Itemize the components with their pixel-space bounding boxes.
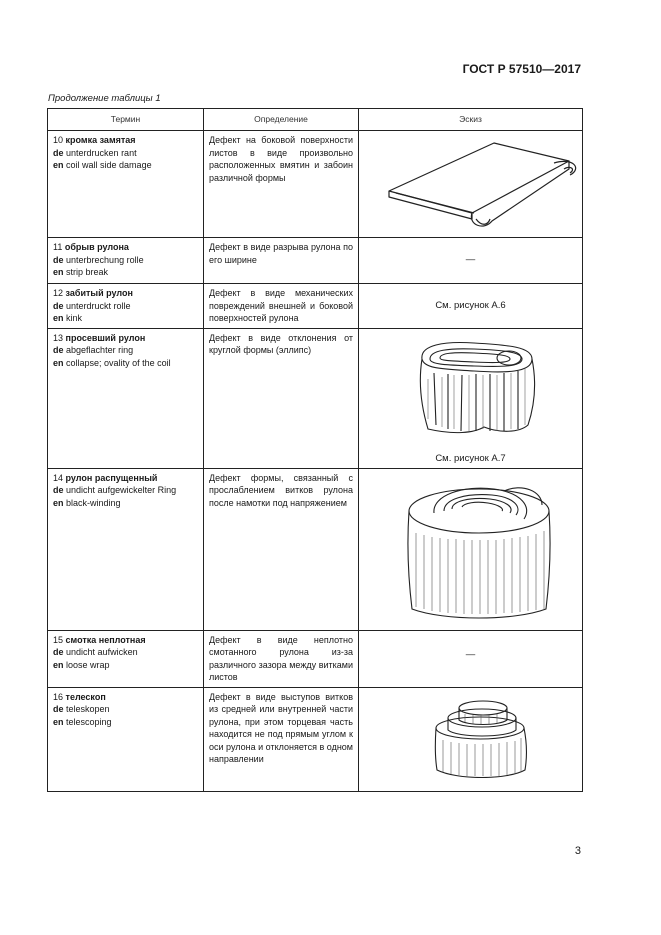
sketch-cell: [359, 238, 583, 284]
table-row: [48, 468, 583, 630]
term-number: 10: [53, 135, 64, 145]
lang-en: en: [53, 267, 64, 277]
term-number: 14: [53, 472, 64, 483]
terms-table: [47, 108, 583, 792]
lang-de: de: [53, 254, 64, 265]
term-number: 11: [53, 242, 63, 252]
sketch-reference: См. рисунок А.6: [435, 300, 506, 311]
lang-de: de: [53, 647, 64, 657]
table-continuation-caption: Продолжение таблицы 1: [48, 93, 161, 104]
term-cell: [48, 687, 204, 791]
term-de: undicht aufgewickelter Ring: [66, 485, 177, 495]
term-ru: кромка замятая: [65, 135, 136, 145]
definition-cell: Дефект в виде отклонения от круглой формы (эллипс): [204, 328, 359, 468]
definition-cell: Дефект в виде выступов витков из средней или внутренней части рулона, при этом торцевая часть находится не под прямым углом к оси рулона и отклоняется в одном направлении: [204, 687, 359, 791]
lang-de: de: [53, 147, 64, 158]
table-row: [48, 284, 583, 329]
term-en: telescoping: [66, 716, 112, 727]
lang-de: de: [53, 345, 64, 355]
term-en: coil wall side damage: [66, 160, 152, 170]
term-cell: [48, 284, 204, 329]
term-number: 13: [53, 332, 64, 343]
term-de: unterdrucken rant: [66, 147, 137, 158]
table-row: [48, 630, 583, 687]
term-cell: [48, 131, 204, 238]
standard-designation: ГОСТ Р 57510—2017: [462, 62, 581, 76]
lang-de: de: [53, 300, 64, 311]
sketch-dash: —: [465, 254, 476, 265]
lang-de: de: [53, 704, 64, 714]
term-cell: [48, 468, 204, 630]
sketch-reference: См. рисунок А.7: [435, 452, 506, 464]
lang-de: de: [53, 485, 64, 495]
term-number: 12: [53, 288, 64, 298]
definition-cell: Дефект формы, связанный с прослаблением витков рулона после намотки под напряжением: [204, 468, 359, 630]
term-cell: [48, 328, 204, 468]
term-ru: просевший рулон: [65, 332, 146, 343]
loose-coil-icon: [404, 481, 554, 621]
definition-cell: Дефект в виде разрыва рулона по его ширине: [204, 238, 359, 284]
sketch-dash: —: [465, 648, 476, 660]
lang-en: en: [53, 313, 64, 323]
term-en: collapse; ovality of the coil: [66, 357, 171, 368]
term-en: black-winding: [66, 497, 121, 508]
term-en: loose wrap: [66, 659, 110, 670]
definition-cell: Дефект в виде механических повреждений внешней и боковой поверхностей рулона: [204, 284, 359, 329]
term-ru: обрыв рулона: [64, 242, 129, 252]
sketch-cell: [359, 630, 583, 687]
term-number: 16: [53, 691, 64, 702]
oval-coil-icon: [414, 339, 539, 439]
lang-en: en: [53, 357, 64, 368]
term-en: strip break: [66, 267, 109, 277]
term-de: unterbrechung rolle: [66, 254, 144, 265]
bent-sheet-icon: [384, 139, 584, 231]
page-number: 3: [574, 845, 581, 857]
sketch-cell: [359, 131, 583, 238]
term-ru: рулон распущенный: [65, 472, 158, 483]
sketch-cell: [359, 468, 583, 630]
lang-en: en: [53, 716, 64, 727]
term-ru: смотка неплотная: [65, 634, 146, 645]
sketch-cell: [359, 328, 583, 468]
table-row: [48, 238, 583, 284]
lang-en: en: [53, 160, 64, 170]
col-sketch: Эскиз: [359, 109, 583, 131]
definition-cell: Дефект в виде неплотно смотанного рулона из-за различного зазора между витками листов: [204, 630, 359, 687]
term-en: kink: [66, 313, 83, 323]
term-de: undicht aufwicken: [66, 647, 138, 657]
term-ru: телескоп: [65, 691, 106, 702]
definition-cell: Дефект на боковой поверхности листов в виде произвольно расположенных вмятин и забоин различной формы: [204, 131, 359, 238]
lang-en: en: [53, 659, 64, 670]
term-de: unterdruckt rolle: [66, 300, 131, 311]
sketch-cell: [359, 284, 583, 329]
term-number: 15: [53, 634, 64, 645]
table-header-row: [48, 109, 583, 131]
table-row: [48, 687, 583, 791]
term-de: teleskopen: [66, 704, 110, 714]
telescoped-coil-icon: [427, 698, 532, 778]
lang-en: en: [53, 497, 64, 508]
table-row: [48, 328, 583, 468]
term-cell: [48, 630, 204, 687]
table-row: [48, 131, 583, 238]
term-de: abgeflachter ring: [66, 345, 134, 355]
col-term: Термин: [48, 109, 204, 131]
sketch-cell: [359, 687, 583, 791]
col-definition: Определение: [204, 109, 359, 131]
term-cell: [48, 238, 204, 284]
term-ru: забитый рулон: [65, 288, 133, 298]
